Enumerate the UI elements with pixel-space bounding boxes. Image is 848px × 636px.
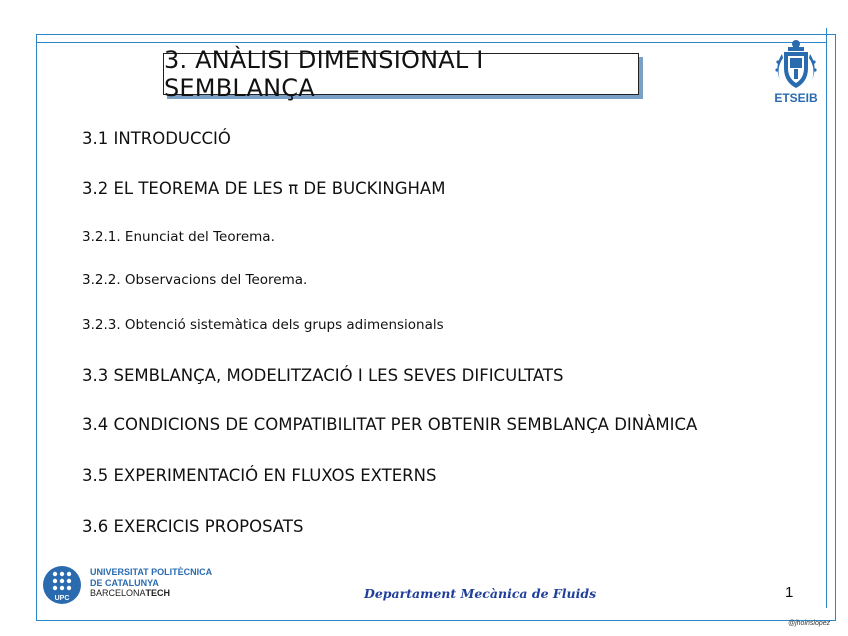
toc-item-3-2-3: 3.2.3. Obtenció sistemàtica dels grups adimensionals — [82, 317, 444, 333]
frame-top-line — [36, 34, 836, 35]
toc-item-3-5: 3.5 EXPERIMENTACIÓ EN FLUXOS EXTERNS — [82, 466, 437, 485]
toc-item-3-4: 3.4 CONDICIONS DE COMPATIBILITAT PER OBTENIR SEMBLANÇA DINÀMICA — [82, 415, 698, 434]
frame-right-line — [835, 34, 836, 621]
frame-bottom-line — [36, 620, 836, 621]
frame-right-accent-line — [826, 28, 827, 608]
author-credit: @jhoinslopez — [788, 620, 831, 627]
frame-left-line — [36, 34, 37, 621]
svg-text:UPC: UPC — [54, 595, 70, 602]
university-line-3-city: BARCELONA — [90, 588, 146, 598]
toc-item-3-3: 3.3 SEMBLANÇA, MODELITZACIÓ I LES SEVES DIFICULTATS — [82, 366, 564, 385]
etseib-logo — [766, 38, 826, 106]
frame-top-accent-line — [36, 42, 826, 43]
university-line-1: UNIVERSITAT POLITÈCNICA — [90, 567, 213, 577]
university-line-2: DE CATALUNYA — [90, 577, 159, 588]
toc-item-3-2-1: 3.2.1. Enunciat del Teorema. — [82, 229, 275, 245]
department-name: Departament Mecànica de Fluids — [364, 586, 597, 601]
toc-item-3-1: 3.1 INTRODUCCIÓ — [82, 129, 231, 148]
toc-item-3-2: 3.2 EL TEOREMA DE LES π DE BUCKINGHAM — [82, 179, 446, 198]
slide-title: 3. ANÀLISI DIMENSIONAL I SEMBLANÇA — [163, 53, 639, 95]
page-number: 1 — [785, 584, 794, 601]
university-line-3-tech: TECH — [145, 588, 171, 598]
university-line-3 — [90, 588, 212, 599]
crest-icon — [772, 38, 820, 90]
toc-item-3-2-2: 3.2.2. Observacions del Teorema. — [82, 272, 308, 288]
toc-item-3-6: 3.6 EXERCICIS PROPOSATS — [82, 517, 304, 536]
etseib-logo-text: ETSEIB — [774, 91, 818, 105]
university-name — [90, 567, 212, 599]
upc-logo-icon — [42, 565, 82, 605]
